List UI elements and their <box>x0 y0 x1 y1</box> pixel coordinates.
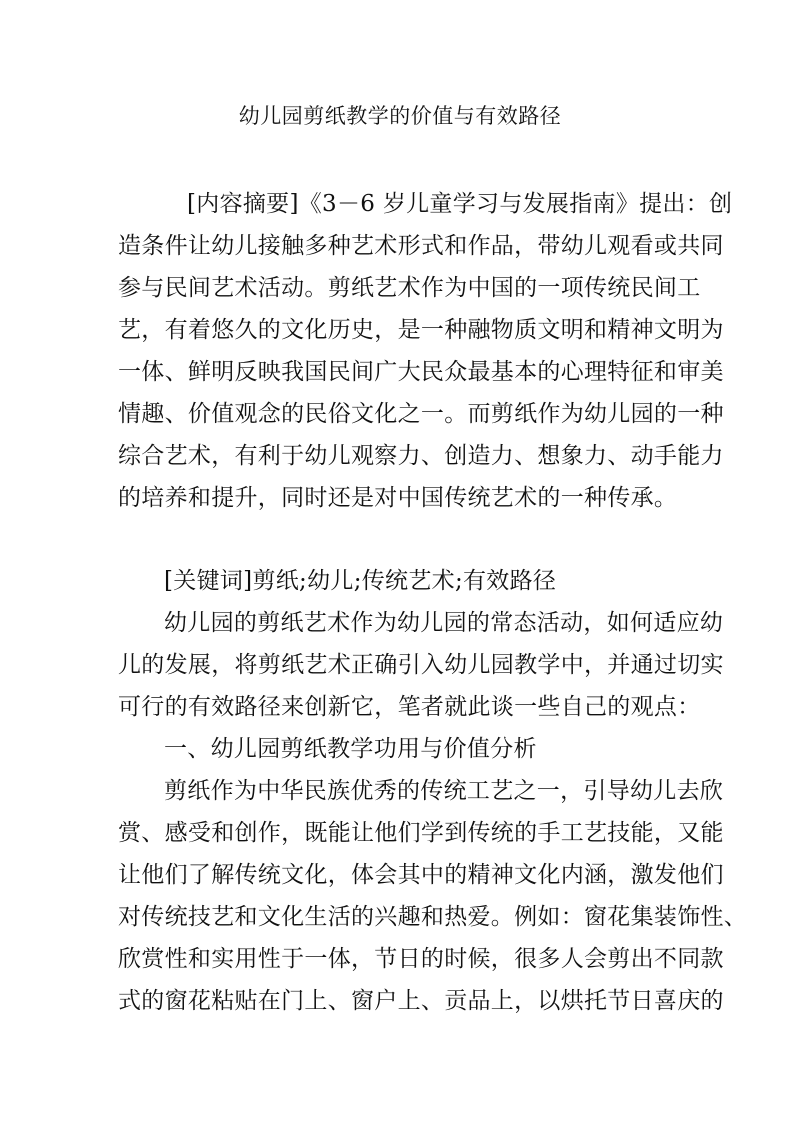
section-line: 欣赏性和实用性于一体，节日的时候，很多人会剪出不同款 <box>118 946 724 972</box>
abstract-paragraph <box>118 183 733 519</box>
section-line: 赏、感受和创作，既能让他们学到传统的手工艺技能，又能 <box>118 820 724 846</box>
abstract-line: 造条件让幼儿接触多种艺术形式和作品，带幼儿观看或共同 <box>118 233 724 259</box>
abstract-line: 的培养和提升，同时还是对中国传统艺术的一种传承。 <box>118 485 678 511</box>
section-line: 剪纸作为中华民族优秀的传统工艺之一，引导幼儿去欣 <box>164 778 724 804</box>
abstract-line: 艺，有着悠久的文化历史，是一种融物质文明和精神文明为 <box>118 317 724 343</box>
document-title: 幼儿园剪纸教学的价值与有效路径 <box>238 104 562 128</box>
abstract-line: 参与民间艺术活动。剪纸艺术作为中国的一项传统民间工 <box>118 275 701 301</box>
keywords-line: [关键词]剪纸;幼儿;传统艺术;有效路径 <box>164 568 557 594</box>
intro-line: 可行的有效路径来创新它，笔者就此谈一些自己的观点： <box>118 694 701 720</box>
intro-line: 幼儿园的剪纸艺术作为幼儿园的常态活动，如何适应幼 <box>164 610 724 636</box>
section-line: 式的窗花粘贴在门上、窗户上、贡品上，以烘托节日喜庆的 <box>118 988 724 1014</box>
abstract-line: 一体、鲜明反映我国民间广大民众最基本的心理特征和审美 <box>118 359 724 385</box>
section-line: 让他们了解传统文化，体会其中的精神文化内涵，激发他们 <box>118 862 724 888</box>
intro-line: 儿的发展，将剪纸艺术正确引入幼儿园教学中，并通过切实 <box>118 652 724 678</box>
section-line: 对传统技艺和文化生活的兴趣和热爱。例如：窗花集装饰性、 <box>118 904 748 930</box>
abstract-line: [内容摘要]《3－6 岁儿童学习与发展指南》提出：创 <box>187 191 733 217</box>
abstract-line: 情趣、价值观念的民俗文化之一。而剪纸作为幼儿园的一种 <box>118 401 724 427</box>
main-content <box>118 560 748 1022</box>
abstract-line: 综合艺术，有利于幼儿观察力、创造力、想象力、动手能力 <box>118 443 724 469</box>
section-heading: 一、幼儿园剪纸教学功用与价值分析 <box>164 736 537 762</box>
